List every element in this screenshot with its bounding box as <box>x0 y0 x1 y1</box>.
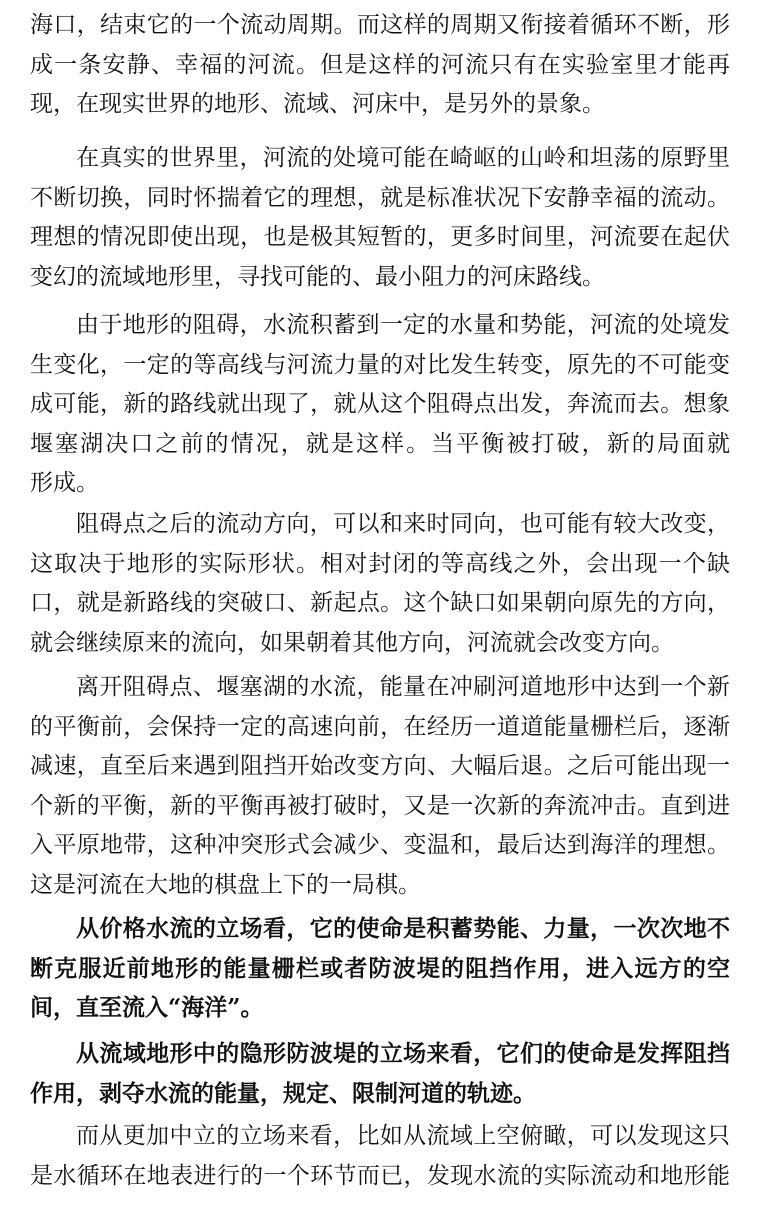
text-line: 这取决于地形的实际形状。相对封闭的等高线之外，会出现一个缺 <box>30 550 730 577</box>
text-line: 形成。 <box>30 470 99 496</box>
text-line: 不断切换，同时怀揣着它的理想，就是标准状况下安静幸福的流动。 <box>30 184 730 211</box>
paragraph-3 <box>30 306 730 504</box>
text-line: 从价格水流的立场看，它的使命是积蓄势能、力量，一次次地不 <box>76 915 730 942</box>
text-line: 堰塞湖决口之前的情况，就是这样。当平衡被打破，新的局面就 <box>30 430 730 457</box>
paragraph-2 <box>30 139 730 297</box>
text-line: 减速，直至后来遇到阻挡开始改变方向、大幅后退。之后可能出现一 <box>30 753 730 779</box>
text-line: 从流域地形中的隐形防波堤的立场来看，它们的使命是发挥阻挡 <box>76 1040 730 1067</box>
text-line: 作用，剥夺水流的能量，规定、限制河道的轨迹。 <box>30 1079 536 1107</box>
text-line: 口，就是新路线的突破口、新起点。这个缺口如果朝向原先的方向， <box>30 590 730 616</box>
text-line: 断克服近前地形的能量栅栏或者防波堤的阻挡作用，进入远方的空 <box>30 954 730 982</box>
text-line: 变幻的流域地形里，寻找可能的、最小阻力的河床路线。 <box>30 263 605 290</box>
paragraph-8 <box>30 1117 730 1196</box>
text-line: 在真实的世界里，河流的处境可能在崎岖的山岭和坦荡的原野里 <box>76 145 730 171</box>
text-line: 入平原地带，这种冲突形式会减少、变温和，最后达到海洋的理想。 <box>30 832 730 858</box>
text-line: 间，直至流入“海洋”。 <box>30 994 264 1021</box>
text-line: 由于地形的阻碍，水流积蓄到一定的水量和势能，河流的处境发 <box>76 312 730 338</box>
text-line: 成一条安静、幸福的河流。但是这样的河流只有在实验室里才能再 <box>30 51 730 78</box>
text-line: 个新的平衡，新的平衡再被打破时，又是一次新的奔流冲击。直到进 <box>30 792 730 819</box>
paragraph-6 <box>30 909 730 1028</box>
text-line: 的平衡前，会保持一定的高速向前，在经历一道道能量栅栏后，逐渐 <box>30 713 730 740</box>
text-line: 生变化，一定的等高线与河流力量的对比发生转变，原先的不可能变 <box>30 351 730 378</box>
text-line: 是水循环在地表进行的一个环节而已，发现水流的实际流动和地形能 <box>30 1162 730 1189</box>
paragraph-1 <box>30 6 730 125</box>
paragraph-4 <box>30 505 730 663</box>
paragraph-5 <box>30 668 730 905</box>
text-line: 现，在现实世界的地形、流域、河床中，是另外的景象。 <box>30 91 605 117</box>
text-line: 阻碍点之后的流动方向，可以和来时同向，也可能有较大改变， <box>76 511 730 537</box>
text-line: 离开阻碍点、堰塞湖的水流，能量在冲刷河道地形中达到一个新 <box>76 674 730 700</box>
text-line: 成可能，新的路线就出现了，就从这个阻碍点出发，奔流而去。想象 <box>30 391 730 417</box>
text-line: 这是河流在大地的棋盘上下的一局棋。 <box>30 871 421 898</box>
text-line: 而从更加中立的立场来看，比如从流域上空俯瞰，可以发现这只 <box>76 1123 730 1149</box>
text-line: 海口，结束它的一个流动周期。而这样的周期又衔接着循环不断，形 <box>30 12 730 38</box>
text-line: 理想的情况即使出现，也是极其短暂的，更多时间里，河流要在起伏 <box>30 224 730 250</box>
text-line: 就会继续原来的流向，如果朝着其他方向，河流就会改变方向。 <box>30 629 674 656</box>
paragraph-7 <box>30 1034 730 1113</box>
